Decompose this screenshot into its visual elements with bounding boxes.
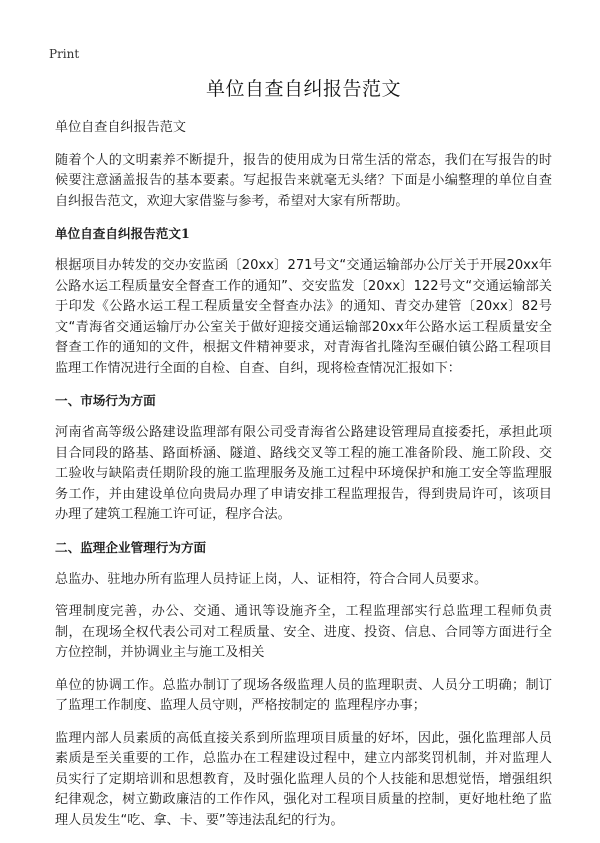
intro-paragraph: 随着个人的文明素养不断提升，报告的使用成为日常生活的常态，我们在写报告的时候要注意涵盖报告的基本要素。写起报告来就毫无头绪？下面是小编整理的单位自查自纠报告范文，欢迎大家借鉴与参考，希望对大家有所帮助。 — [55, 152, 552, 209]
paragraph-4: 管理制度完善，办公、交通、通讯等设施齐全，工程监理部实行总监理工程师负责制，在现场全权代表公司对工程质量、安全、进度、投资、信息、合同等方面进行全方位控制，并协调业主与施工及相关 — [55, 604, 552, 660]
paragraph-1: 根据项目办转发的交办安监函〔20xx〕271号文“交通运输部办公厅关于开展20xx年公路水运工程质量安全督查工作的通知”、交安监发〔20xx〕122号文“交通运输部关于印发《公路水运工程工程质量安全督查办法》的通知、青交办建管〔20xx〕82号文“青海省交通运输厅办公室关于做好迎接交通运输部20xx年公路水运工程质量安全督查工作的通知的文件，根据文件精神要求，对青海省扎隆沟至碾伯镇公路工程项目监理工作情况进行全面的自检、自查、自纠，现将检查情况汇报如下： — [55, 258, 552, 376]
paragraph-6: 监理内部人员素质的高低直接关系到所监理项目质量的好坏，因此，强化监理部人员素质是至关重要的工作，总监办在工程建设过程中，建立内部奖罚机制，并对监理人员实行了定期培训和思想教育，及时强化监理人员的个人技能和思想觉悟，增强组织纪律观念，树立勤政廉洁的工作作风，强化对工程项目质量的控制，更好地杜绝了监理人员发生“吃、拿、卡、要”等违法乱纪的行为。 — [55, 730, 552, 828]
document-page — [55, 76, 552, 843]
heading-management-behavior: 二、监理企业管理行为方面 — [55, 539, 207, 555]
document-title: 单位自查自纠报告范文 — [205, 78, 401, 100]
print-link[interactable]: Print — [49, 47, 80, 61]
paragraph-5: 单位的协调工作。总监办制订了现场各级监理人员的监理职责、人员分工明确；制订了监理工作制度、监理人员守则，严格按制定的 监理程序办事； — [55, 677, 552, 713]
paragraph-3: 总监办、驻地办所有监理人员持证上岗，人、证相符，符合合同人员要求。 — [55, 571, 488, 587]
heading-market-behavior: 一、市场行为方面 — [55, 393, 156, 408]
document-subtitle: 单位自查自纠报告范文 — [55, 120, 186, 135]
section-heading: 单位自查自纠报告范文1 — [55, 226, 190, 241]
paragraph-2: 河南省高等级公路建设监理部有限公司受青海省公路建设管理局直接委托，承担此项目合同段的路基、路面桥涵、隧道、路线交叉等工程的施工准备阶段、施工阶段、交工验收与缺陷责任期阶段的施工监理服务及施工过程中环境保护和施工安全等监理服务工作，并由建设单位向贵局办理了申请安排工程监理报告，得到贵局许可，该项目办理了建筑工程施工许可证，程序合法。 — [55, 425, 552, 522]
